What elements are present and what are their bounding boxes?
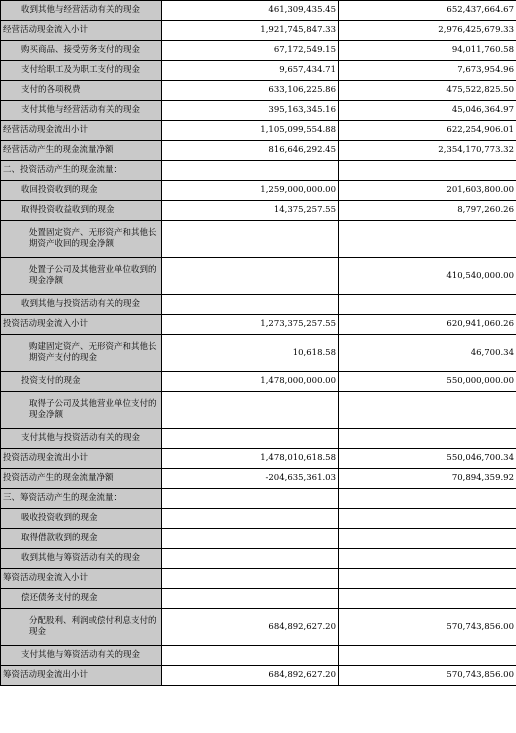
table-row bbox=[1, 529, 516, 549]
current-period-amount bbox=[162, 392, 339, 429]
row-label: 支付其他与筹资活动有关的现金 bbox=[1, 646, 162, 666]
current-period-amount bbox=[162, 589, 339, 609]
prior-period-amount bbox=[339, 295, 516, 315]
table-row bbox=[1, 181, 516, 201]
row-label: 取得借款收到的现金 bbox=[1, 529, 162, 549]
table-row bbox=[1, 449, 516, 469]
cash-flow-table-body bbox=[1, 1, 516, 686]
current-period-amount: 67,172,549.15 bbox=[162, 41, 339, 61]
current-period-amount bbox=[162, 549, 339, 569]
row-label: 收到其他与筹资活动有关的现金 bbox=[1, 549, 162, 569]
current-period-amount bbox=[162, 258, 339, 295]
prior-period-amount bbox=[339, 549, 516, 569]
row-label: 筹资活动现金流出小计 bbox=[1, 666, 162, 686]
prior-period-amount: 7,673,954.96 bbox=[339, 61, 516, 81]
table-row bbox=[1, 101, 516, 121]
table-row bbox=[1, 21, 516, 41]
current-period-amount bbox=[162, 221, 339, 258]
current-period-amount: 633,106,225.86 bbox=[162, 81, 339, 101]
prior-period-amount: 70,894,359.92 bbox=[339, 469, 516, 489]
table-row bbox=[1, 469, 516, 489]
row-label: 支付给职工及为职工支付的现金 bbox=[1, 61, 162, 81]
row-label: 投资活动现金流出小计 bbox=[1, 449, 162, 469]
prior-period-amount: 550,046,700.34 bbox=[339, 449, 516, 469]
row-label: 支付的各项税费 bbox=[1, 81, 162, 101]
row-label: 二、投资活动产生的现金流量： bbox=[1, 161, 162, 181]
table-row bbox=[1, 81, 516, 101]
table-row bbox=[1, 295, 516, 315]
row-label: 分配股利、利润或偿付利息支付的现金 bbox=[1, 609, 162, 646]
table-row bbox=[1, 372, 516, 392]
table-row bbox=[1, 141, 516, 161]
table-row bbox=[1, 666, 516, 686]
current-period-amount bbox=[162, 529, 339, 549]
table-row bbox=[1, 646, 516, 666]
row-label: 支付其他与投资活动有关的现金 bbox=[1, 429, 162, 449]
row-label: 三、筹资活动产生的现金流量： bbox=[1, 489, 162, 509]
prior-period-amount: 8,797,260.26 bbox=[339, 201, 516, 221]
row-label: 购建固定资产、无形资产和其他长期资产支付的现金 bbox=[1, 335, 162, 372]
current-period-amount bbox=[162, 489, 339, 509]
row-label: 取得投资收益收到的现金 bbox=[1, 201, 162, 221]
row-label: 收回投资收到的现金 bbox=[1, 181, 162, 201]
row-label: 投资活动现金流入小计 bbox=[1, 315, 162, 335]
current-period-amount: 9,657,434.71 bbox=[162, 61, 339, 81]
current-period-amount: 1,921,745,847.33 bbox=[162, 21, 339, 41]
current-period-amount: 1,105,099,554.88 bbox=[162, 121, 339, 141]
current-period-amount: 816,646,292.45 bbox=[162, 141, 339, 161]
table-row bbox=[1, 392, 516, 429]
row-label: 筹资活动现金流入小计 bbox=[1, 569, 162, 589]
row-label: 投资活动产生的现金流量净额 bbox=[1, 469, 162, 489]
prior-period-amount bbox=[339, 161, 516, 181]
prior-period-amount bbox=[339, 509, 516, 529]
row-label: 处置子公司及其他营业单位收到的现金净额 bbox=[1, 258, 162, 295]
prior-period-amount bbox=[339, 429, 516, 449]
row-label: 购买商品、接受劳务支付的现金 bbox=[1, 41, 162, 61]
table-row bbox=[1, 509, 516, 529]
prior-period-amount: 46,700.34 bbox=[339, 335, 516, 372]
table-row bbox=[1, 201, 516, 221]
table-row bbox=[1, 609, 516, 646]
row-label: 取得子公司及其他营业单位支付的现金净额 bbox=[1, 392, 162, 429]
row-label: 处置固定资产、无形资产和其他长期资产收回的现金净额 bbox=[1, 221, 162, 258]
prior-period-amount: 550,000,000.00 bbox=[339, 372, 516, 392]
row-label: 支付其他与经营活动有关的现金 bbox=[1, 101, 162, 121]
current-period-amount bbox=[162, 295, 339, 315]
row-label: 吸收投资收到的现金 bbox=[1, 509, 162, 529]
prior-period-amount: 94,011,760.58 bbox=[339, 41, 516, 61]
table-row bbox=[1, 569, 516, 589]
current-period-amount: 10,618.58 bbox=[162, 335, 339, 372]
row-label: 偿还债务支付的现金 bbox=[1, 589, 162, 609]
table-row bbox=[1, 335, 516, 372]
prior-period-amount: 620,941,060.26 bbox=[339, 315, 516, 335]
table-row bbox=[1, 61, 516, 81]
table-row bbox=[1, 121, 516, 141]
row-label: 经营活动现金流出小计 bbox=[1, 121, 162, 141]
row-label: 收到其他与经营活动有关的现金 bbox=[1, 1, 162, 21]
current-period-amount: 1,478,000,000.00 bbox=[162, 372, 339, 392]
table-row bbox=[1, 489, 516, 509]
table-row bbox=[1, 1, 516, 21]
current-period-amount: 1,478,010,618.58 bbox=[162, 449, 339, 469]
current-period-amount: 1,273,375,257.55 bbox=[162, 315, 339, 335]
table-row bbox=[1, 221, 516, 258]
row-label: 经营活动现金流入小计 bbox=[1, 21, 162, 41]
prior-period-amount bbox=[339, 529, 516, 549]
prior-period-amount bbox=[339, 646, 516, 666]
current-period-amount: 395,163,345.16 bbox=[162, 101, 339, 121]
table-row bbox=[1, 589, 516, 609]
current-period-amount: 14,375,257.55 bbox=[162, 201, 339, 221]
current-period-amount: 684,892,627.20 bbox=[162, 666, 339, 686]
table-row bbox=[1, 258, 516, 295]
prior-period-amount: 45,046,364.97 bbox=[339, 101, 516, 121]
prior-period-amount bbox=[339, 221, 516, 258]
prior-period-amount: 475,522,825.50 bbox=[339, 81, 516, 101]
row-label: 收到其他与投资活动有关的现金 bbox=[1, 295, 162, 315]
current-period-amount: 684,892,627.20 bbox=[162, 609, 339, 646]
prior-period-amount bbox=[339, 569, 516, 589]
prior-period-amount: 201,603,800.00 bbox=[339, 181, 516, 201]
prior-period-amount: 622,254,906.01 bbox=[339, 121, 516, 141]
prior-period-amount: 2,354,170,773.32 bbox=[339, 141, 516, 161]
prior-period-amount bbox=[339, 589, 516, 609]
current-period-amount: -204,635,361.03 bbox=[162, 469, 339, 489]
current-period-amount bbox=[162, 646, 339, 666]
current-period-amount bbox=[162, 429, 339, 449]
table-row bbox=[1, 315, 516, 335]
current-period-amount bbox=[162, 509, 339, 529]
row-label: 投资支付的现金 bbox=[1, 372, 162, 392]
prior-period-amount: 2,976,425,679.33 bbox=[339, 21, 516, 41]
table-row bbox=[1, 429, 516, 449]
current-period-amount bbox=[162, 569, 339, 589]
current-period-amount: 461,309,435.45 bbox=[162, 1, 339, 21]
table-row bbox=[1, 41, 516, 61]
prior-period-amount: 570,743,856.00 bbox=[339, 609, 516, 646]
table-row bbox=[1, 549, 516, 569]
prior-period-amount bbox=[339, 392, 516, 429]
prior-period-amount: 570,743,856.00 bbox=[339, 666, 516, 686]
prior-period-amount bbox=[339, 489, 516, 509]
table-row bbox=[1, 161, 516, 181]
prior-period-amount: 652,437,664.67 bbox=[339, 1, 516, 21]
current-period-amount: 1,259,000,000.00 bbox=[162, 181, 339, 201]
prior-period-amount: 410,540,000.00 bbox=[339, 258, 516, 295]
current-period-amount bbox=[162, 161, 339, 181]
row-label: 经营活动产生的现金流量净额 bbox=[1, 141, 162, 161]
